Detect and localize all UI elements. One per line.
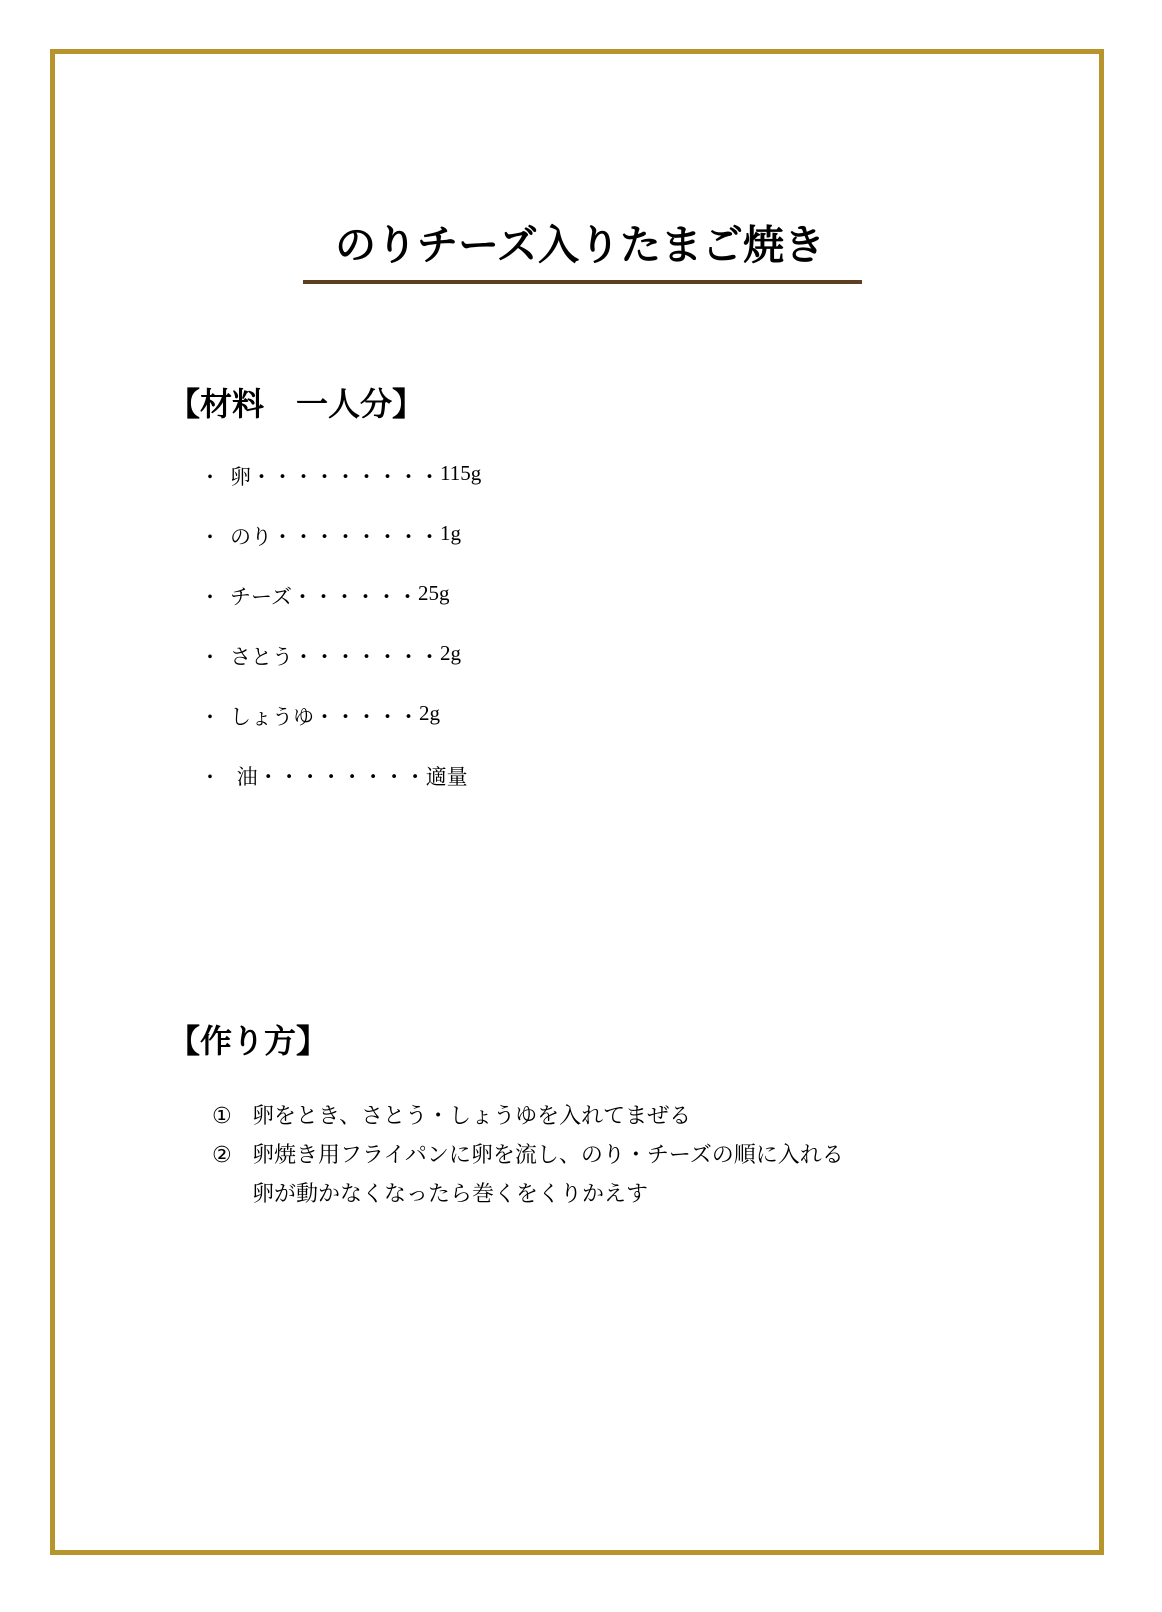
ingredient-name: さとう: [230, 645, 293, 669]
bullet: ・: [200, 525, 220, 549]
step-number: ②: [212, 1143, 232, 1168]
step-item: [212, 1136, 844, 1214]
step-item: [212, 1097, 844, 1136]
ingredient-amount: 2g: [419, 701, 440, 725]
ingredient-amount: 適量: [425, 765, 468, 789]
title-underline: [303, 280, 862, 284]
leader-dots: ・・・・・・・・: [272, 525, 440, 549]
bullet: ・: [200, 765, 220, 789]
ingredient-item: [200, 761, 481, 821]
step-text: 卵焼き用フライパンに卵を流し、のり・チーズの順に入れる 卵が動かなくなったら巻くをくりかえす: [252, 1143, 844, 1207]
leader-dots: ・・・・・・・・・: [251, 465, 440, 489]
step-number: ①: [212, 1104, 232, 1129]
leader-dots: ・・・・・・・・: [257, 765, 426, 789]
ingredient-name: 卵: [230, 465, 251, 489]
ingredient-item: [200, 701, 481, 761]
ingredient-item: [200, 641, 481, 701]
step-list: [212, 1097, 844, 1214]
ingredient-list: [200, 461, 481, 821]
ingredient-amount: 2g: [440, 641, 461, 665]
bullet: ・: [200, 645, 220, 669]
ingredient-name: チーズ: [230, 585, 292, 609]
ingredient-item: [200, 521, 481, 581]
ingredient-name: のり: [230, 525, 272, 549]
ingredient-name: しょうゆ: [230, 705, 314, 729]
ingredients-heading: 【材料 一人分】: [168, 385, 425, 423]
ingredient-item: [200, 581, 481, 641]
recipe-title: のりチーズ入りたまご焼き: [335, 221, 825, 269]
step-text: 卵をとき、さとう・しょうゆを入れてまぜる: [252, 1104, 692, 1129]
ingredient-name: 油: [230, 765, 258, 789]
ingredient-amount: 1g: [440, 521, 461, 545]
ingredient-item: [200, 461, 481, 521]
bullet: ・: [200, 705, 220, 729]
method-heading: 【作り方】: [168, 1022, 329, 1060]
bullet: ・: [200, 585, 220, 609]
leader-dots: ・・・・・・: [291, 585, 418, 609]
ingredient-amount: 25g: [417, 581, 450, 605]
ingredient-amount: 115g: [440, 461, 482, 485]
bullet: ・: [200, 465, 220, 489]
leader-dots: ・・・・・: [314, 705, 419, 729]
leader-dots: ・・・・・・・: [293, 645, 440, 669]
